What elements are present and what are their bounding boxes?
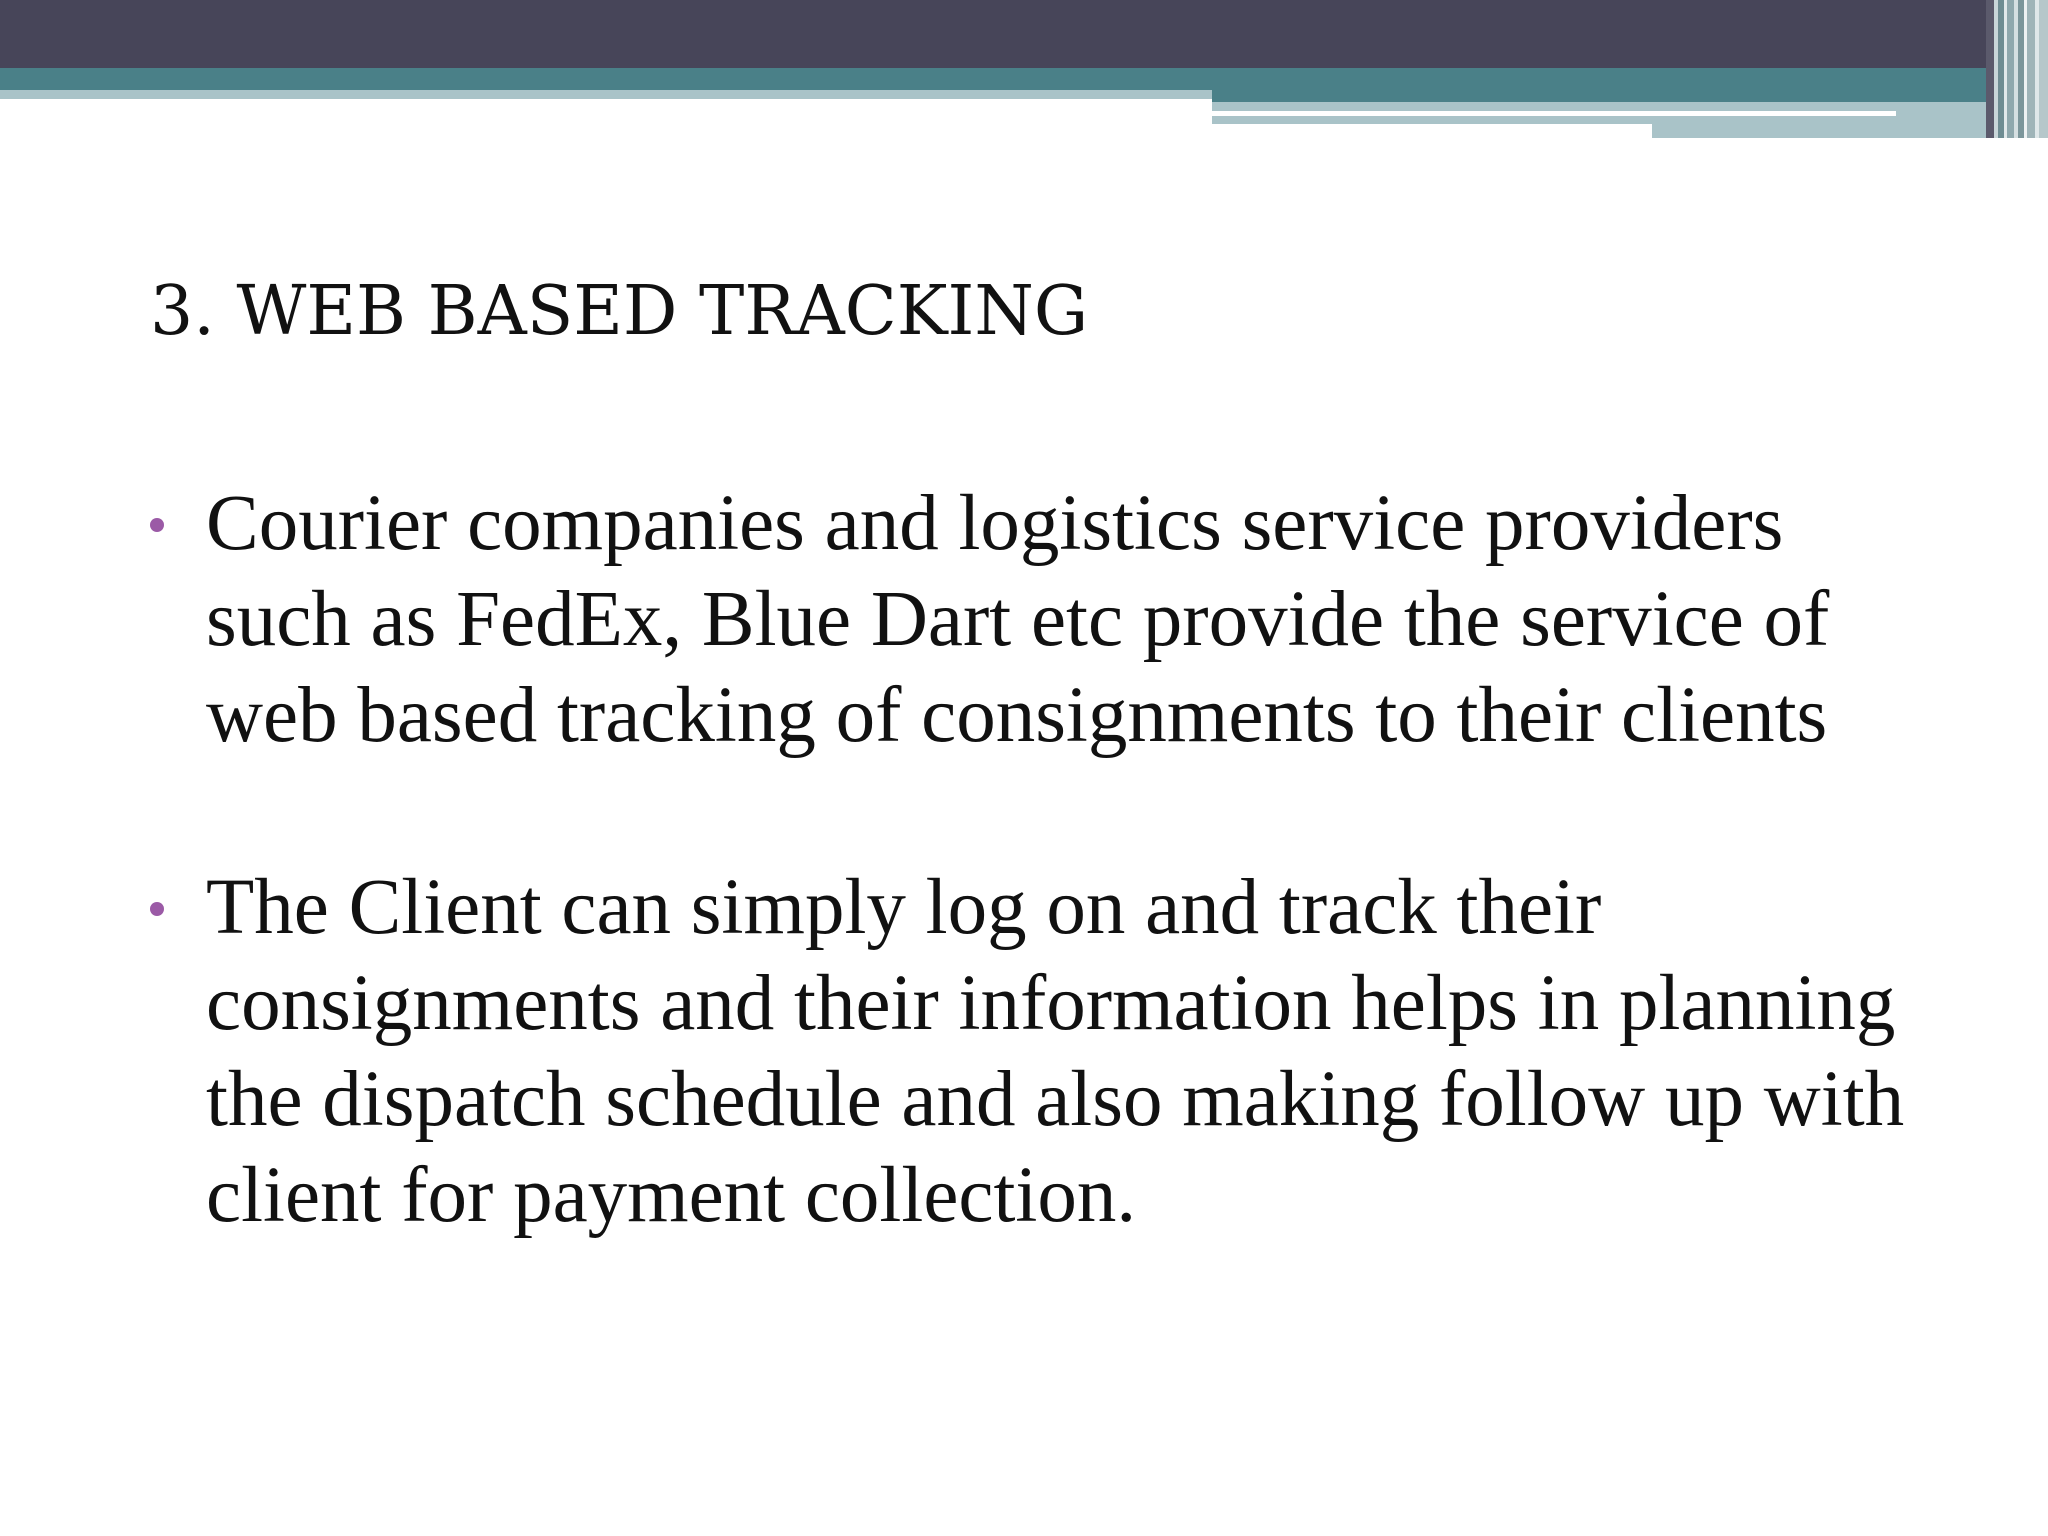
- stripe: [1986, 0, 1994, 138]
- header-white-rule: [1212, 111, 1896, 116]
- header-light-band-left: [0, 90, 1212, 99]
- header-dark-band: [0, 0, 2048, 68]
- bullet-text: The Client can simply log on and track their consignments and their information helps in planning the dispatch schedule and also making follow up with client for payment collection.: [206, 864, 1905, 1239]
- header-teal-band-left: [0, 68, 1212, 90]
- bullet-dot-icon: [150, 518, 164, 532]
- stripe: [2039, 0, 2048, 138]
- stripe: [2027, 0, 2035, 138]
- header-vertical-stripes: [1986, 0, 2048, 138]
- header-white-block: [1212, 124, 1652, 138]
- bullet-list: [150, 476, 1910, 1340]
- stripe: [2007, 0, 2014, 138]
- header-teal-band-right: [1212, 68, 2048, 102]
- slide-heading: 3. WEB BASED TRACKING: [150, 272, 1089, 351]
- bullet-text: Courier companies and logistics service providers such as FedEx, Blue Dart etc provide the service of web based tracking of consignments to their clients: [206, 480, 1830, 759]
- bullet-item: [150, 860, 1910, 1244]
- bullet-dot-icon: [150, 902, 164, 916]
- bullet-item: [150, 476, 1910, 764]
